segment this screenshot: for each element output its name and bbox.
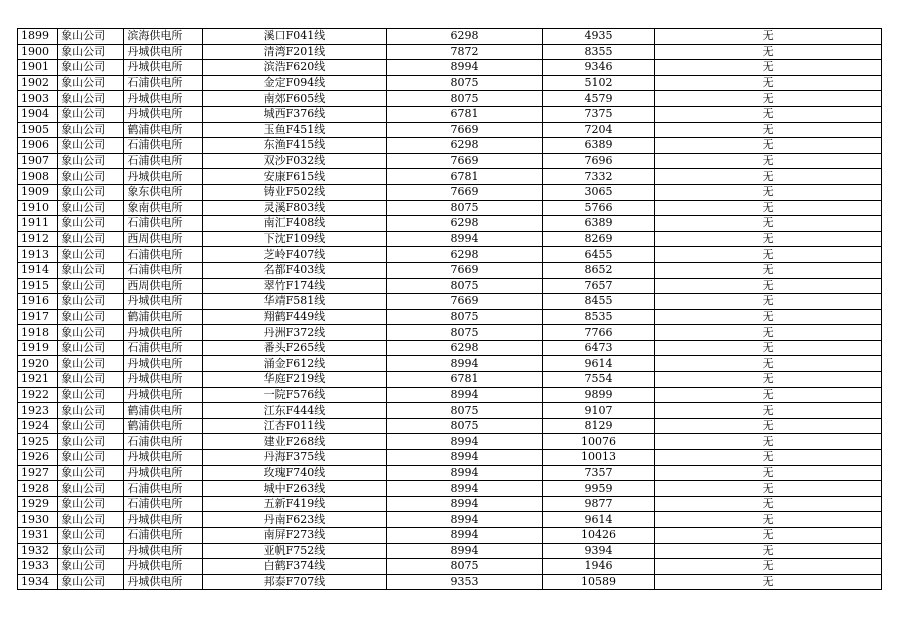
row-number-cell: 1922 [18,387,58,403]
value-b-cell: 5102 [542,75,654,91]
company-cell: 象山公司 [58,574,124,590]
value-a-cell: 7872 [387,44,543,60]
value-a-cell: 8994 [387,387,543,403]
row-number-cell: 1924 [18,418,58,434]
company-cell: 象山公司 [58,309,124,325]
company-cell: 象山公司 [58,231,124,247]
table-body [18,29,882,590]
row-number-cell: 1925 [18,434,58,450]
company-cell: 象山公司 [58,44,124,60]
note-cell: 无 [655,169,882,185]
station-cell: 滨海供电所 [124,29,202,45]
table-row [18,528,882,544]
value-a-cell: 8075 [387,91,543,107]
row-number-cell: 1912 [18,231,58,247]
feeder-line-cell: 白鹤F374线 [202,559,387,575]
value-a-cell: 8075 [387,325,543,341]
table-row [18,294,882,310]
station-cell: 石浦供电所 [124,434,202,450]
value-b-cell: 7357 [542,465,654,481]
company-cell: 象山公司 [58,294,124,310]
note-cell: 无 [655,91,882,107]
table-row [18,122,882,138]
value-b-cell: 9107 [542,403,654,419]
table-row [18,559,882,575]
value-a-cell: 8994 [387,528,543,544]
row-number-cell: 1920 [18,356,58,372]
feeder-line-cell: 江杏F011线 [202,418,387,434]
value-b-cell: 8129 [542,418,654,434]
table-row [18,91,882,107]
value-b-cell: 8355 [542,44,654,60]
table-row [18,106,882,122]
feeder-line-cell: 玫瑰F740线 [202,465,387,481]
company-cell: 象山公司 [58,247,124,263]
note-cell: 无 [655,434,882,450]
station-cell: 石浦供电所 [124,247,202,263]
row-number-cell: 1913 [18,247,58,263]
station-cell: 石浦供电所 [124,216,202,232]
value-b-cell: 8652 [542,262,654,278]
station-cell: 丹城供电所 [124,325,202,341]
row-number-cell: 1919 [18,340,58,356]
value-b-cell: 9959 [542,481,654,497]
table-row [18,138,882,154]
note-cell: 无 [655,512,882,528]
station-cell: 丹城供电所 [124,450,202,466]
table-row [18,340,882,356]
value-b-cell: 9346 [542,60,654,76]
value-a-cell: 6298 [387,340,543,356]
value-b-cell: 6455 [542,247,654,263]
value-b-cell: 7204 [542,122,654,138]
station-cell: 丹城供电所 [124,465,202,481]
station-cell: 石浦供电所 [124,528,202,544]
row-number-cell: 1905 [18,122,58,138]
feeder-line-cell: 芝岭F407线 [202,247,387,263]
note-cell: 无 [655,231,882,247]
table-row [18,169,882,185]
station-cell: 石浦供电所 [124,340,202,356]
note-cell: 无 [655,559,882,575]
station-cell: 石浦供电所 [124,153,202,169]
value-a-cell: 6298 [387,138,543,154]
row-number-cell: 1911 [18,216,58,232]
station-cell: 石浦供电所 [124,138,202,154]
value-b-cell: 8455 [542,294,654,310]
feeder-line-cell: 铸业F502线 [202,184,387,200]
value-a-cell: 7669 [387,153,543,169]
feeder-line-cell: 邦泰F707线 [202,574,387,590]
company-cell: 象山公司 [58,481,124,497]
table-row [18,356,882,372]
value-b-cell: 4579 [542,91,654,107]
value-a-cell: 8994 [387,356,543,372]
value-a-cell: 7669 [387,122,543,138]
row-number-cell: 1904 [18,106,58,122]
feeder-line-cell: 城西F376线 [202,106,387,122]
company-cell: 象山公司 [58,138,124,154]
company-cell: 象山公司 [58,418,124,434]
company-cell: 象山公司 [58,512,124,528]
row-number-cell: 1927 [18,465,58,481]
station-cell: 鹤浦供电所 [124,122,202,138]
company-cell: 象山公司 [58,559,124,575]
row-number-cell: 1932 [18,543,58,559]
row-number-cell: 1926 [18,450,58,466]
row-number-cell: 1914 [18,262,58,278]
feeder-line-cell: 灵溪F803线 [202,200,387,216]
row-number-cell: 1910 [18,200,58,216]
company-cell: 象山公司 [58,543,124,559]
station-cell: 石浦供电所 [124,75,202,91]
station-cell: 丹城供电所 [124,60,202,76]
company-cell: 象山公司 [58,29,124,45]
station-cell: 丹城供电所 [124,512,202,528]
station-cell: 鹤浦供电所 [124,403,202,419]
value-b-cell: 3065 [542,184,654,200]
station-cell: 西周供电所 [124,231,202,247]
station-cell: 石浦供电所 [124,262,202,278]
company-cell: 象山公司 [58,372,124,388]
station-cell: 丹城供电所 [124,543,202,559]
company-cell: 象山公司 [58,91,124,107]
row-number-cell: 1900 [18,44,58,60]
value-a-cell: 8075 [387,200,543,216]
table-row [18,75,882,91]
table-row [18,496,882,512]
value-a-cell: 6781 [387,106,543,122]
table-row [18,309,882,325]
table-row [18,543,882,559]
feeder-line-cell: 亚帆F752线 [202,543,387,559]
row-number-cell: 1903 [18,91,58,107]
value-a-cell: 8994 [387,231,543,247]
value-b-cell: 6473 [542,340,654,356]
table-row [18,60,882,76]
note-cell: 无 [655,574,882,590]
value-a-cell: 8075 [387,309,543,325]
note-cell: 无 [655,122,882,138]
value-b-cell: 9877 [542,496,654,512]
value-b-cell: 7657 [542,278,654,294]
table-row [18,403,882,419]
value-b-cell: 6389 [542,216,654,232]
feeder-line-cell: 城中F263线 [202,481,387,497]
note-cell: 无 [655,543,882,559]
note-cell: 无 [655,29,882,45]
row-number-cell: 1933 [18,559,58,575]
table-row [18,372,882,388]
value-a-cell: 8994 [387,481,543,497]
value-b-cell: 7696 [542,153,654,169]
feeder-line-cell: 玉鱼F451线 [202,122,387,138]
value-a-cell: 6298 [387,247,543,263]
note-cell: 无 [655,200,882,216]
note-cell: 无 [655,340,882,356]
value-a-cell: 7669 [387,262,543,278]
row-number-cell: 1931 [18,528,58,544]
row-number-cell: 1930 [18,512,58,528]
table-row [18,465,882,481]
station-cell: 西周供电所 [124,278,202,294]
value-a-cell: 8994 [387,512,543,528]
note-cell: 无 [655,278,882,294]
feeder-line-cell: 清湾F201线 [202,44,387,60]
row-number-cell: 1915 [18,278,58,294]
table-row [18,278,882,294]
value-b-cell: 4935 [542,29,654,45]
row-number-cell: 1917 [18,309,58,325]
value-a-cell: 8075 [387,559,543,575]
value-a-cell: 7669 [387,184,543,200]
value-a-cell: 6781 [387,372,543,388]
feeder-line-cell: 东渔F415线 [202,138,387,154]
row-number-cell: 1908 [18,169,58,185]
station-cell: 丹城供电所 [124,559,202,575]
company-cell: 象山公司 [58,60,124,76]
row-number-cell: 1907 [18,153,58,169]
note-cell: 无 [655,403,882,419]
table-row [18,29,882,45]
company-cell: 象山公司 [58,153,124,169]
note-cell: 无 [655,356,882,372]
value-a-cell: 8994 [387,60,543,76]
feeder-line-cell: 南汇F408线 [202,216,387,232]
feeder-line-cell: 建业F268线 [202,434,387,450]
value-b-cell: 5766 [542,200,654,216]
value-a-cell: 8075 [387,418,543,434]
note-cell: 无 [655,138,882,154]
company-cell: 象山公司 [58,122,124,138]
value-b-cell: 7554 [542,372,654,388]
row-number-cell: 1899 [18,29,58,45]
feeder-line-cell: 溪口F041线 [202,29,387,45]
note-cell: 无 [655,528,882,544]
note-cell: 无 [655,106,882,122]
note-cell: 无 [655,44,882,60]
feeder-line-cell: 江东F444线 [202,403,387,419]
station-cell: 鹤浦供电所 [124,309,202,325]
company-cell: 象山公司 [58,387,124,403]
station-cell: 丹城供电所 [124,387,202,403]
station-cell: 石浦供电所 [124,481,202,497]
value-b-cell: 6389 [542,138,654,154]
station-cell: 丹城供电所 [124,356,202,372]
value-b-cell: 7766 [542,325,654,341]
value-b-cell: 10589 [542,574,654,590]
value-a-cell: 8075 [387,75,543,91]
value-a-cell: 6298 [387,29,543,45]
note-cell: 无 [655,294,882,310]
company-cell: 象山公司 [58,340,124,356]
station-cell: 丹城供电所 [124,372,202,388]
value-a-cell: 8994 [387,496,543,512]
feeder-line-cell: 翠竹F174线 [202,278,387,294]
note-cell: 无 [655,262,882,278]
row-number-cell: 1902 [18,75,58,91]
company-cell: 象山公司 [58,262,124,278]
feeder-line-cell: 金定F094线 [202,75,387,91]
feeder-line-cell: 丹洲F372线 [202,325,387,341]
station-cell: 丹城供电所 [124,44,202,60]
feeder-line-cell: 翔鹤F449线 [202,309,387,325]
value-b-cell: 9614 [542,512,654,528]
station-cell: 鹤浦供电所 [124,418,202,434]
value-b-cell: 9394 [542,543,654,559]
table-row [18,574,882,590]
feeder-line-cell: 南屏F273线 [202,528,387,544]
note-cell: 无 [655,60,882,76]
feeder-line-cell: 丹海F375线 [202,450,387,466]
station-cell: 象南供电所 [124,200,202,216]
table-row [18,450,882,466]
note-cell: 无 [655,247,882,263]
company-cell: 象山公司 [58,434,124,450]
table-row [18,325,882,341]
table-row [18,512,882,528]
table-row [18,216,882,232]
note-cell: 无 [655,481,882,497]
feeder-line-cell: 名都F403线 [202,262,387,278]
row-number-cell: 1923 [18,403,58,419]
station-cell: 丹城供电所 [124,574,202,590]
value-a-cell: 8075 [387,278,543,294]
feeder-line-cell: 涌金F612线 [202,356,387,372]
company-cell: 象山公司 [58,278,124,294]
note-cell: 无 [655,75,882,91]
row-number-cell: 1929 [18,496,58,512]
row-number-cell: 1918 [18,325,58,341]
value-b-cell: 1946 [542,559,654,575]
value-a-cell: 7669 [387,294,543,310]
row-number-cell: 1901 [18,60,58,76]
value-a-cell: 6781 [387,169,543,185]
row-number-cell: 1928 [18,481,58,497]
table-row [18,434,882,450]
station-cell: 丹城供电所 [124,169,202,185]
feeder-line-cell: 丹南F623线 [202,512,387,528]
value-b-cell: 7332 [542,169,654,185]
value-b-cell: 9899 [542,387,654,403]
value-b-cell: 10426 [542,528,654,544]
company-cell: 象山公司 [58,169,124,185]
feeder-line-cell: 华靖F581线 [202,294,387,310]
feeder-line-cell: 下沈F109线 [202,231,387,247]
table-row [18,418,882,434]
data-table [17,28,882,590]
table-row [18,184,882,200]
station-cell: 象东供电所 [124,184,202,200]
table-row [18,200,882,216]
table-row [18,44,882,60]
station-cell: 丹城供电所 [124,91,202,107]
company-cell: 象山公司 [58,200,124,216]
value-a-cell: 9353 [387,574,543,590]
company-cell: 象山公司 [58,216,124,232]
value-a-cell: 8994 [387,434,543,450]
station-cell: 丹城供电所 [124,294,202,310]
value-b-cell: 8535 [542,309,654,325]
note-cell: 无 [655,496,882,512]
row-number-cell: 1909 [18,184,58,200]
value-a-cell: 6298 [387,216,543,232]
company-cell: 象山公司 [58,356,124,372]
value-a-cell: 8994 [387,465,543,481]
row-number-cell: 1921 [18,372,58,388]
note-cell: 无 [655,216,882,232]
company-cell: 象山公司 [58,465,124,481]
row-number-cell: 1916 [18,294,58,310]
company-cell: 象山公司 [58,325,124,341]
note-cell: 无 [655,387,882,403]
note-cell: 无 [655,309,882,325]
value-a-cell: 8075 [387,403,543,419]
feeder-line-cell: 华庭F219线 [202,372,387,388]
station-cell: 丹城供电所 [124,106,202,122]
feeder-line-cell: 双沙F032线 [202,153,387,169]
note-cell: 无 [655,153,882,169]
company-cell: 象山公司 [58,450,124,466]
value-a-cell: 8994 [387,543,543,559]
feeder-line-cell: 安康F615线 [202,169,387,185]
feeder-line-cell: 一院F576线 [202,387,387,403]
value-a-cell: 8994 [387,450,543,466]
value-b-cell: 9614 [542,356,654,372]
value-b-cell: 10013 [542,450,654,466]
row-number-cell: 1906 [18,138,58,154]
table-row [18,153,882,169]
note-cell: 无 [655,372,882,388]
company-cell: 象山公司 [58,528,124,544]
note-cell: 无 [655,325,882,341]
company-cell: 象山公司 [58,403,124,419]
note-cell: 无 [655,465,882,481]
table-row [18,247,882,263]
table-row [18,387,882,403]
note-cell: 无 [655,450,882,466]
feeder-line-cell: 番头F265线 [202,340,387,356]
value-b-cell: 7375 [542,106,654,122]
company-cell: 象山公司 [58,75,124,91]
row-number-cell: 1934 [18,574,58,590]
table-row [18,481,882,497]
note-cell: 无 [655,418,882,434]
value-b-cell: 10076 [542,434,654,450]
company-cell: 象山公司 [58,496,124,512]
feeder-line-cell: 五新F419线 [202,496,387,512]
station-cell: 石浦供电所 [124,496,202,512]
table-row [18,262,882,278]
feeder-line-cell: 南郊F605线 [202,91,387,107]
company-cell: 象山公司 [58,106,124,122]
note-cell: 无 [655,184,882,200]
table-row [18,231,882,247]
feeder-line-cell: 滨浩F620线 [202,60,387,76]
value-b-cell: 8269 [542,231,654,247]
company-cell: 象山公司 [58,184,124,200]
